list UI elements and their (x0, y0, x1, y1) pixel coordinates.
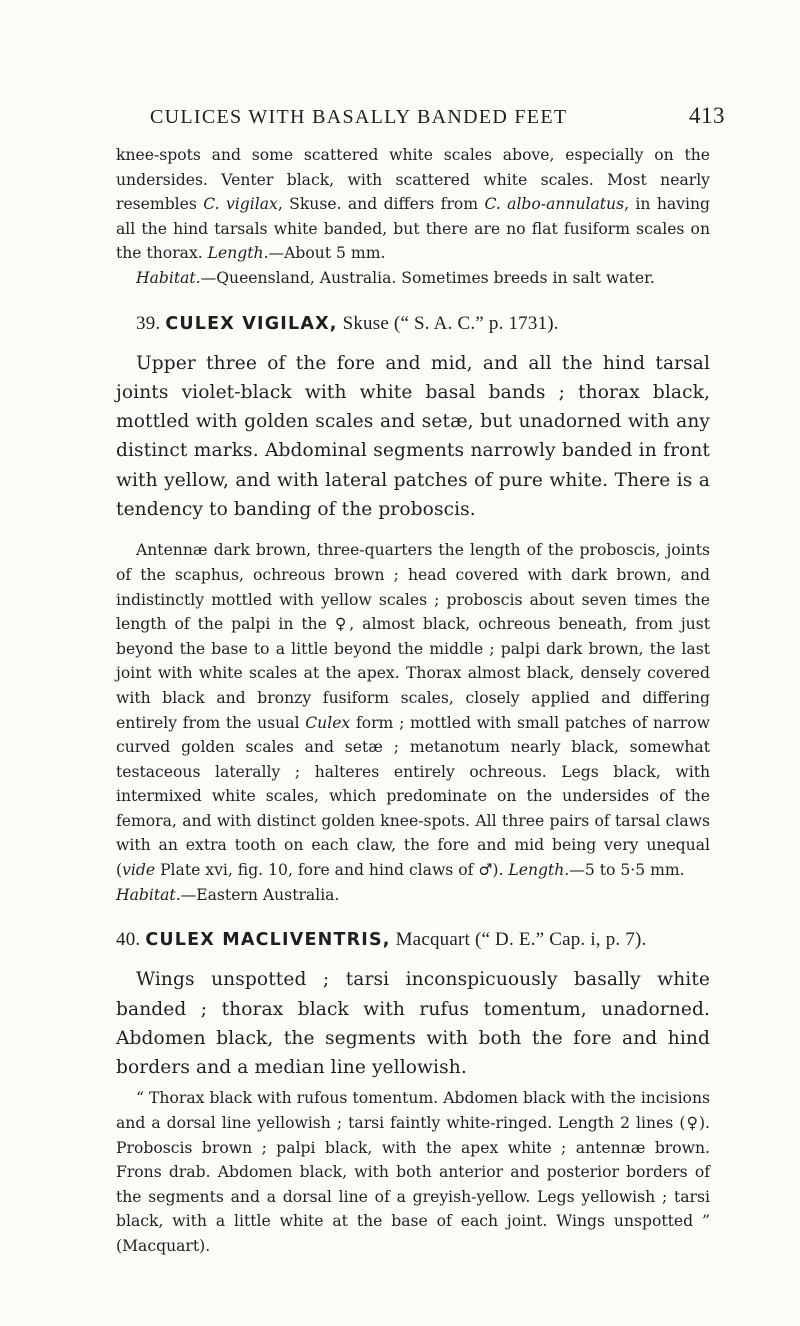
page-body (116, 143, 710, 1259)
page-number: 413 (689, 103, 725, 128)
section-heading-39 (116, 313, 710, 335)
species-name: CULEX MACLIVENTRIS, (145, 930, 391, 951)
description-text-c: Plate xvi, fig. 10, fore and hind claws of ♂). (155, 861, 509, 880)
length-label: Length. (207, 244, 269, 263)
species-citation: Skuse (“ S. A. C.” p. 1731). (337, 312, 559, 334)
species-citation: Macquart (“ D. E.” Cap. i, p. 7). (390, 929, 647, 951)
species-name: CULEX VIGILAX, (165, 313, 338, 334)
carryover-habitat (116, 266, 710, 291)
habitat-label: Habitat. (116, 885, 181, 904)
species-ref-vigilax: C. vigilax (203, 195, 278, 214)
length-value: —5 to 5·5 mm. (569, 861, 685, 880)
section-number: 39. (136, 312, 161, 334)
section-heading-40 (116, 929, 710, 951)
habitat-value: —Eastern Australia. (180, 885, 340, 904)
vide-ref: vide (122, 861, 156, 880)
section-39-habitat (116, 883, 710, 908)
section-40-summary: Wings unspotted ; tarsi inconspicuously basally white banded ; thorax black with rufus tomentum, unadorned. Abdomen black, the segments with both the fore and hind borders and a median line yellowish. (116, 969, 710, 1079)
section-39-description (116, 538, 710, 882)
length-label: Length. (508, 861, 570, 880)
carryover-paragraph (116, 143, 710, 266)
genus-ref: Culex (305, 713, 351, 732)
carryover-text-3: , in having all the hind tarsals white banded, but there are no flat fusiform scales on the thorax. (116, 195, 710, 263)
section-39-summary: Upper three of the fore and mid, and all the hind tarsal joints violet-black with white basal bands ; thorax black, mottled with golden scales and setæ, but unadorned with any distinct marks. Abdominal segments narrowly banded in front with yellow, and with lateral patches of pure white. There is a tendency to banding of the proboscis. (116, 352, 710, 521)
description-text-a: Antennæ dark brown, three-quarters the length of the proboscis, joints of the scaphus, ochreous brown ; head covered with dark brown, and indistinctly mottled with yellow scales ; proboscis about seven times the length of the palpi in the ♀, almost black, ochreous beneath, from just beyond the base to a little beyond the middle ; palpi dark brown, the last joint with white scales at the apex. Thorax almost black, densely covered with black and bronzy fusiform scales, closely applied and differing entirely from the usual (116, 541, 710, 732)
carryover-text-2: , Skuse. and differs from (277, 195, 485, 214)
habitat-label: Habitat. (136, 268, 201, 287)
section-40-quote: “ Thorax black with rufous tomentum. Abdomen black with the incisions and a dorsal line yellowish ; tarsi faintly white-ringed. Length 2 lines (♀). Proboscis brown ; palpi black, with the apex white ; antennæ brown. Frons drab. Abdomen black, with both anterior and posterior borders of the segments and a dorsal line of a greyish-yellow. Legs yellowish ; tarsi black, with a little white at the base of each joint. Wings unspotted ” (Macquart). (116, 1089, 710, 1255)
carryover-text-1: knee-spots and some scattered white scales above, especially on the undersides. Venter black, with scattered white scales. Most nearly resembles (116, 146, 710, 214)
habitat-value: —Queensland, Australia. Sometimes breeds in salt water. (200, 268, 655, 287)
running-head-title: CULICES WITH BASALLY BANDED FEET (150, 106, 568, 128)
running-head (150, 103, 725, 129)
section-number: 40. (116, 929, 141, 951)
description-text-b: form ; mottled with small patches of narrow curved golden scales and setæ ; metanotum nearly black, somewhat testaceous laterally ; halteres entirely ochreous. Legs black, with intermixed white scales, which predominate on the undersides of the femora, and with distinct golden knee-spots. All three pairs of tarsal claws with an extra tooth on each claw, the fore and mid being very unequal ( (116, 713, 710, 880)
length-value: —About 5 mm. (268, 244, 386, 263)
species-ref-albo-annulatus: C. albo-annulatus (484, 195, 625, 214)
